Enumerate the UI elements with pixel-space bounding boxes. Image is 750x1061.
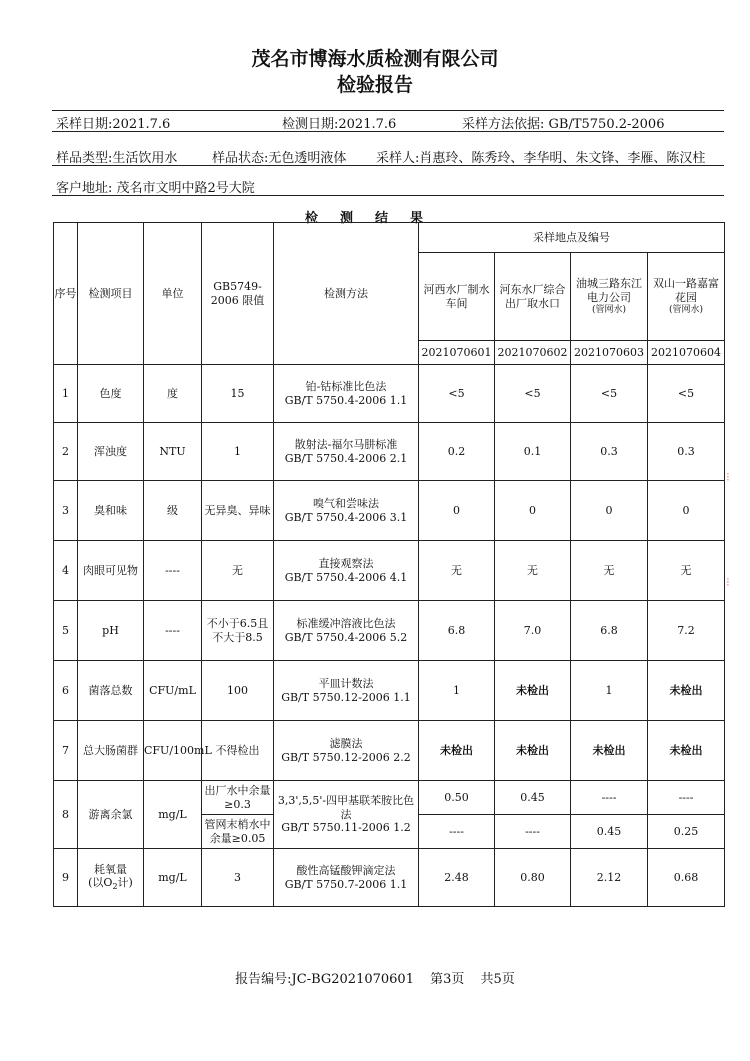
cell-method: 散射法-福尔马肼标准 GB/T 5750.4-2006 2.1	[274, 423, 419, 481]
cell-seq: 8	[54, 781, 78, 849]
cell-limit: 无异臭、异味	[202, 481, 274, 541]
cell-value: 7.0	[495, 601, 571, 661]
cell-value: 0	[571, 481, 648, 541]
cell-value: 未检出	[495, 661, 571, 721]
site-code: 2021070601	[419, 341, 495, 365]
sample-state: 样品状态:无色透明液体	[212, 151, 347, 166]
method-basis: 采样方法依据: GB/T5750.2-2006	[462, 117, 665, 132]
cell-unit: mg/L	[144, 781, 202, 849]
cell-item: 臭和味	[78, 481, 144, 541]
table-row	[54, 781, 725, 815]
cell-method: 标准缓冲溶液比色法 GB/T 5750.4-2006 5.2	[274, 601, 419, 661]
header-limit: GB5749-2006 限值	[202, 223, 274, 365]
cell-value: <5	[571, 365, 648, 423]
sampling-date: 采样日期:2021.7.6	[56, 117, 171, 132]
cell-item: 菌落总数	[78, 661, 144, 721]
cell-item: 肉眼可见物	[78, 541, 144, 601]
report-title: 检验报告	[336, 74, 413, 96]
cell-limit: 15	[202, 365, 274, 423]
table-row	[54, 365, 725, 423]
cell-seq: 2	[54, 423, 78, 481]
cell-value: 0.3	[648, 423, 725, 481]
cell-value: ----	[571, 781, 648, 815]
divider	[52, 195, 724, 196]
cell-value: 未检出	[419, 721, 495, 781]
cell-method: 3,3',5,5'-四甲基联苯胺比色法 GB/T 5750.11-2006 1.2	[274, 781, 419, 849]
results-table	[53, 222, 725, 907]
cell-method: 嗅气和尝味法 GB/T 5750.4-2006 3.1	[274, 481, 419, 541]
cell-method: 铂-钴标准比色法 GB/T 5750.4-2006 1.1	[274, 365, 419, 423]
table-row	[54, 601, 725, 661]
cell-value: 无	[419, 541, 495, 601]
cell-limit: 管网末梢水中余量≥0.05	[202, 815, 274, 849]
cell-limit: 3	[202, 849, 274, 907]
site-name: 河西水厂制水车间	[419, 253, 495, 341]
cell-value: 6.8	[419, 601, 495, 661]
test-date: 检测日期:2021.7.6	[282, 117, 397, 132]
cell-value: 2.12	[571, 849, 648, 907]
cell-limit: 1	[202, 423, 274, 481]
cell-limit: 不得检出	[202, 721, 274, 781]
site-name: 油城三路东江电力公司 (管网水)	[571, 253, 648, 341]
cell-value: 未检出	[648, 661, 725, 721]
cell-limit: 100	[202, 661, 274, 721]
page-number: 第3页	[430, 972, 465, 987]
cell-value: 0	[419, 481, 495, 541]
header-item: 检测项目	[78, 223, 144, 365]
cell-seq: 5	[54, 601, 78, 661]
divider	[52, 131, 724, 132]
header-unit: 单位	[144, 223, 202, 365]
table-row	[54, 721, 725, 781]
samplers: 采样人:肖惠玲、陈秀玲、李华明、朱文锋、李雁、陈汉柱	[376, 151, 706, 166]
cell-value: 未检出	[495, 721, 571, 781]
cell-value: <5	[495, 365, 571, 423]
divider	[52, 165, 724, 166]
sample-type: 样品类型:生活饮用水	[56, 151, 178, 166]
cell-unit: NTU	[144, 423, 202, 481]
cell-unit: CFU/mL	[144, 661, 202, 721]
site-code: 2021070603	[571, 341, 648, 365]
cell-value: 0.45	[495, 781, 571, 815]
cell-value: 7.2	[648, 601, 725, 661]
cell-item: 色度	[78, 365, 144, 423]
cell-seq: 4	[54, 541, 78, 601]
cell-value: 无	[571, 541, 648, 601]
cell-value: 无	[648, 541, 725, 601]
cell-value: 0.80	[495, 849, 571, 907]
seal-fragment: ⁝	[726, 575, 730, 589]
header-seq: 序号	[54, 223, 78, 365]
cell-method: 酸性高锰酸钾滴定法 GB/T 5750.7-2006 1.1	[274, 849, 419, 907]
cell-value: 0.25	[648, 815, 725, 849]
cell-value: 1	[571, 661, 648, 721]
cell-value: 1	[419, 661, 495, 721]
table-row	[54, 541, 725, 601]
cell-value: 0	[648, 481, 725, 541]
cell-value: 未检出	[571, 721, 648, 781]
cell-unit: 度	[144, 365, 202, 423]
report-number: 报告编号:JC-BG2021070601	[235, 972, 414, 987]
cell-seq: 3	[54, 481, 78, 541]
cell-value: 0.1	[495, 423, 571, 481]
cell-seq: 6	[54, 661, 78, 721]
cell-value: 0	[495, 481, 571, 541]
cell-value: 2.48	[419, 849, 495, 907]
cell-unit: 级	[144, 481, 202, 541]
header-sites-group: 采样地点及编号	[419, 223, 725, 253]
cell-item: pH	[78, 601, 144, 661]
cell-seq: 1	[54, 365, 78, 423]
cell-item: 游离余氯	[78, 781, 144, 849]
cell-unit: mg/L	[144, 849, 202, 907]
cell-item: 耗氧量 (以$O_2$计)	[78, 849, 144, 907]
cell-value: 0.68	[648, 849, 725, 907]
cell-limit: 不小于6.5且不大于8.5	[202, 601, 274, 661]
total-pages: 共5页	[480, 972, 515, 987]
cell-item: 浑浊度	[78, 423, 144, 481]
cell-unit: CFU/100mL	[144, 721, 202, 781]
cell-value: 0.2	[419, 423, 495, 481]
seal-fragment: ⁝	[726, 470, 730, 484]
cell-method: 直接观察法 GB/T 5750.4-2006 4.1	[274, 541, 419, 601]
results-title: 检测结果	[304, 211, 445, 226]
cell-seq: 9	[54, 849, 78, 907]
cell-method: 滤膜法 GB/T 5750.12-2006 2.2	[274, 721, 419, 781]
cell-value: 未检出	[648, 721, 725, 781]
cell-limit: 出厂水中余量≥0.3	[202, 781, 274, 815]
cell-value: ----	[495, 815, 571, 849]
footer	[0, 968, 750, 987]
divider	[52, 110, 724, 111]
cell-value: ----	[419, 815, 495, 849]
cell-value: 0.3	[571, 423, 648, 481]
cell-unit: ----	[144, 601, 202, 661]
cell-limit: 无	[202, 541, 274, 601]
cell-value: <5	[419, 365, 495, 423]
cell-value: 0.50	[419, 781, 495, 815]
site-code: 2021070604	[648, 341, 725, 365]
cell-value: <5	[648, 365, 725, 423]
company-name: 茂名市博海水质检测有限公司	[251, 48, 499, 70]
cell-value: 0.45	[571, 815, 648, 849]
cell-method: 平皿计数法 GB/T 5750.12-2006 1.1	[274, 661, 419, 721]
table-row	[54, 661, 725, 721]
client-address: 客户地址: 茂名市文明中路2号大院	[56, 181, 255, 196]
cell-value: ----	[648, 781, 725, 815]
cell-seq: 7	[54, 721, 78, 781]
site-name: 河东水厂综合出厂取水口	[495, 253, 571, 341]
table-row	[54, 423, 725, 481]
cell-value: 6.8	[571, 601, 648, 661]
table-row	[54, 481, 725, 541]
cell-unit: ----	[144, 541, 202, 601]
cell-item: 总大肠菌群	[78, 721, 144, 781]
cell-value: 无	[495, 541, 571, 601]
header-method: 检测方法	[274, 223, 419, 365]
site-name: 双山一路嘉富花园 (管网水)	[648, 253, 725, 341]
table-row	[54, 849, 725, 907]
site-code: 2021070602	[495, 341, 571, 365]
